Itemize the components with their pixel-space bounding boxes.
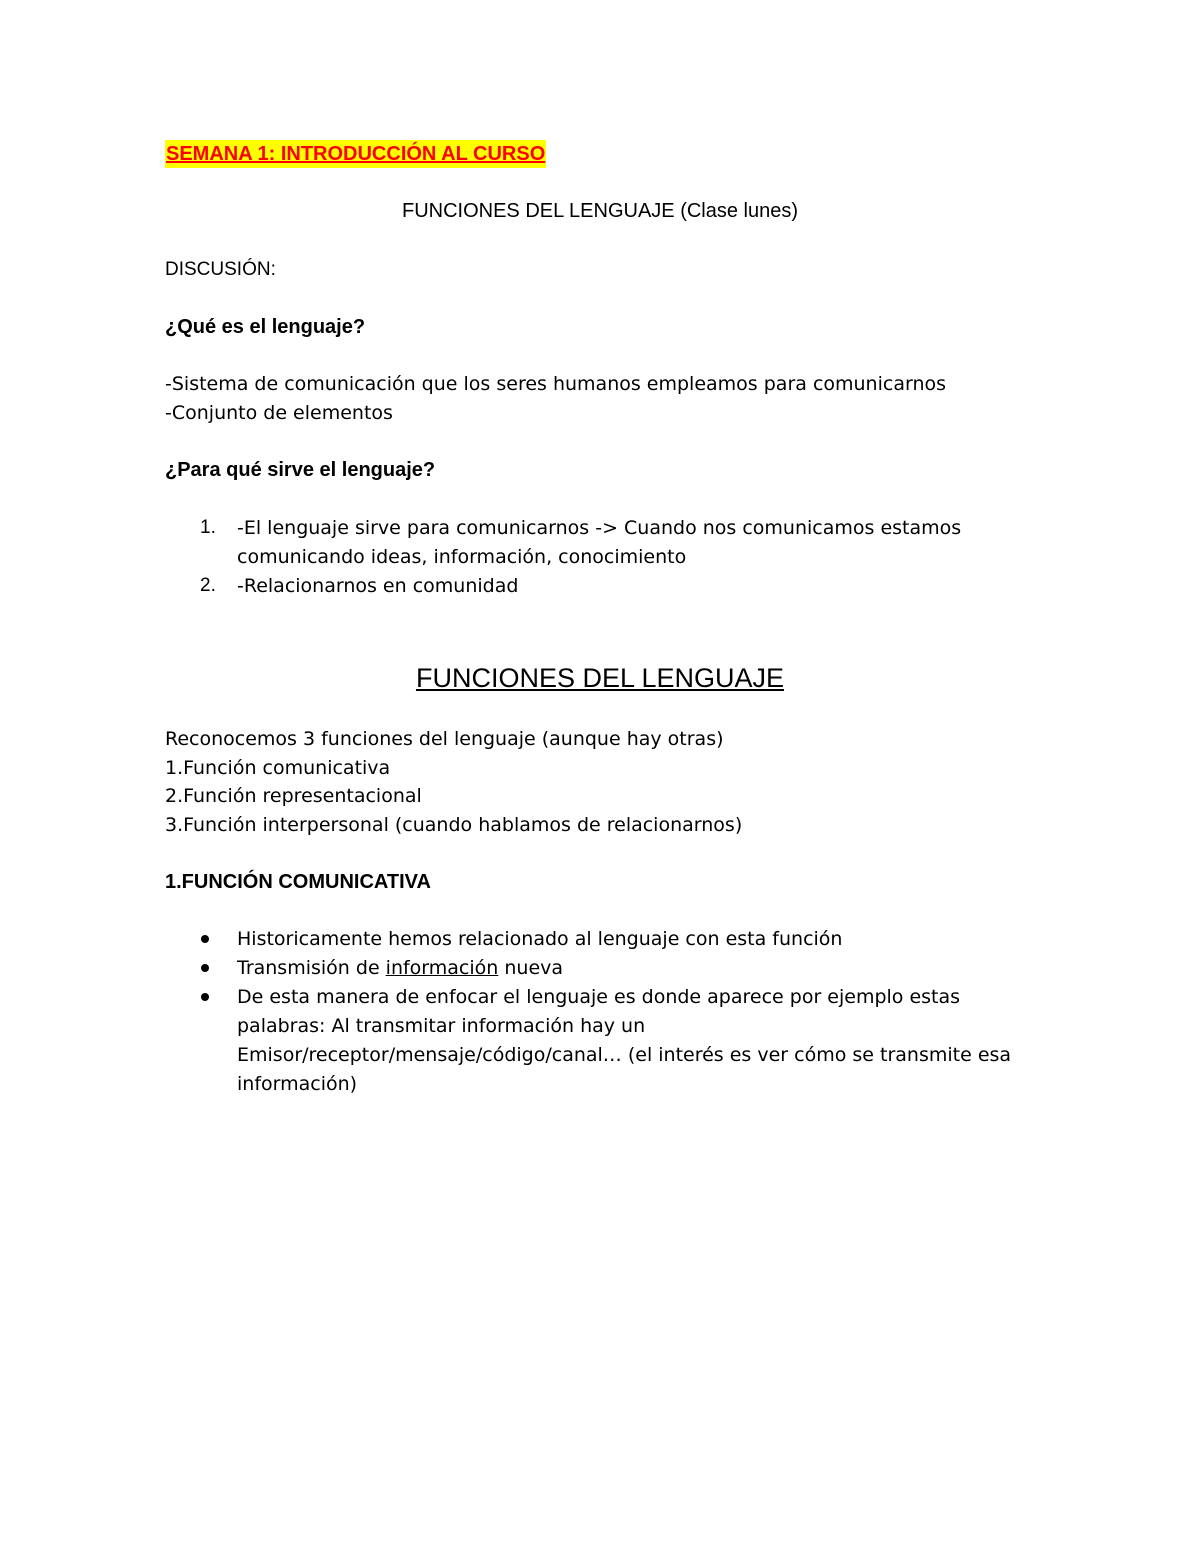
functions-intro: Reconocemos 3 funciones del lenguaje (aunque hay otras) [165, 728, 724, 750]
bullet-item-line: Emisor/receptor/mensaje/código/canal… (el interés es ver cómo se transmite esa [237, 1044, 1012, 1066]
bullet-text-suffix: nueva [498, 957, 564, 979]
list-item-line: -Relacionarnos en comunidad [237, 575, 519, 597]
bullet-icon [201, 935, 209, 943]
discussion-label: DISCUSIÓN: [165, 259, 276, 280]
functions-list-item: 2.Función representacional [165, 785, 422, 807]
functions-list-item: 1.Función comunicativa [165, 757, 391, 779]
bullet-item-line: palabras: Al transmitar información hay un [237, 1015, 646, 1037]
functions-list-item: 3.Función interpersonal (cuando hablamos de relacionarnos) [165, 814, 743, 836]
answer-line: -Conjunto de elementos [165, 402, 393, 424]
list-number: 1. [200, 517, 216, 538]
list-item-line: comunicando ideas, información, conocimiento [237, 546, 687, 568]
underlined-word: información [385, 957, 499, 979]
functions-title: FUNCIONES DEL LENGUAJE [415, 663, 785, 693]
bullet-item-line: De esta manera de enfocar el lenguaje es donde aparece por ejemplo estas [237, 986, 961, 1008]
communicative-heading: 1.FUNCIÓN COMUNICATIVA [165, 871, 431, 893]
bullet-text-prefix: Transmisión de [237, 957, 386, 979]
bullet-icon [201, 993, 209, 1001]
list-item-line: -El lenguaje sirve para comunicarnos -> Cuando nos comunicamos estamos [237, 517, 962, 539]
bullet-icon [201, 964, 209, 972]
bullet-item [237, 954, 563, 982]
bullet-item-line: información) [237, 1073, 358, 1095]
class-subtitle: FUNCIONES DEL LENGUAJE (Clase lunes) [401, 200, 799, 222]
week-title: SEMANA 1: INTRODUCCIÓN AL CURSO [165, 140, 546, 168]
question-what-is-language: ¿Qué es el lenguaje? [165, 316, 366, 338]
bullet-item: Historicamente hemos relacionado al lenguaje con esta función [237, 928, 843, 950]
answer-line: -Sistema de comunicación que los seres humanos empleamos para comunicarnos [165, 373, 947, 395]
question-what-for: ¿Para qué sirve el lenguaje? [165, 459, 436, 481]
list-number: 2. [200, 575, 216, 596]
